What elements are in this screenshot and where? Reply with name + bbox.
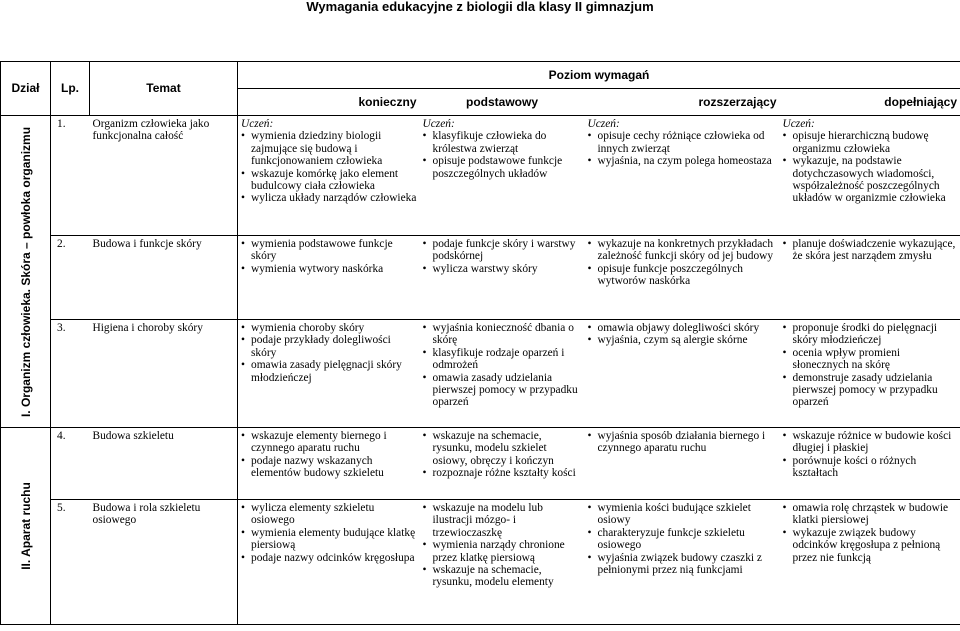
requirements-rozszerzajacy — [585, 500, 780, 625]
section-name: II. Aparat ruchu — [18, 482, 33, 570]
list-item: • wymienia dziedziny biologii zajmujące się budową i funkcjonowaniem człowieka — [241, 130, 417, 167]
uczen-label: Uczeń: — [587, 118, 620, 130]
list-item: • wylicza elementy szkieletu osiowego — [241, 502, 417, 527]
header-poziom: Poziom wymagań — [238, 62, 960, 89]
row-number: 4. — [51, 428, 90, 500]
requirements-podstawowy — [420, 428, 585, 500]
header-level-rozszerzajacy: rozszerzający — [585, 89, 780, 116]
header-dzial: Dział — [1, 62, 51, 116]
list-item: • wyjaśnia, czym są alergie skórne — [588, 334, 777, 346]
requirements-list — [423, 238, 582, 275]
list-item: • wylicza układy narządów człowieka — [241, 192, 417, 204]
header-lp: Lp. — [51, 62, 90, 116]
requirements-list — [588, 238, 777, 288]
section-name-cell — [1, 428, 51, 625]
list-item: • wylicza warstwy skóry — [423, 263, 582, 275]
section-name: I. Organizm człowieka. Skóra – powłoka organizmu — [18, 126, 33, 417]
list-item: • wyjaśnia, na czym polega homeostaza — [588, 155, 777, 167]
requirements-podstawowy — [420, 236, 585, 320]
requirements-rozszerzajacy — [585, 428, 780, 500]
requirements-list — [783, 130, 958, 204]
topic-cell: Budowa i rola szkieletu osiowego — [90, 500, 238, 625]
uczen-label: Uczeń: — [241, 118, 274, 130]
page-title: Wymagania edukacyjne z biologii dla klasy II gimnazjum — [306, 0, 654, 14]
row-number: 2. — [51, 236, 90, 320]
row-number: 1. — [51, 116, 90, 236]
header-level-dopelniajacy: dopełniający — [780, 89, 960, 116]
list-item: • wymienia choroby skóry — [241, 322, 417, 334]
list-item: • wskazuje różnice w budowie kości długiej i płaskiej — [783, 430, 958, 455]
list-item: • wskazuje na schemacie, rysunku, modelu szkielet osiowy, obręczy i kończyn — [423, 430, 582, 467]
section-name-cell — [1, 116, 51, 428]
list-item: • wskazuje elementy biernego i czynnego aparatu ruchu — [241, 430, 417, 455]
list-item: • demonstruje zasady udzielania pierwszej pomocy w przypadku oparzeń — [783, 372, 958, 409]
list-item: • klasyfikuje rodzaje oparzeń i odmrożeń — [423, 347, 582, 372]
requirements-dopelniajacy — [780, 116, 960, 236]
requirements-list — [423, 502, 582, 589]
requirements-konieczny — [238, 116, 420, 236]
list-item: • planuje doświadczenie wykazujące, że skóra jest narządem zmysłu — [783, 238, 958, 263]
list-item: • podaje przykłady dolegliwości skóry — [241, 334, 417, 359]
requirements-dopelniajacy — [780, 236, 960, 320]
row-number: 3. — [51, 320, 90, 428]
list-item: • proponuje środki do pielęgnacji skóry młodzieńczej — [783, 322, 958, 347]
requirements-rozszerzajacy — [585, 236, 780, 320]
list-item: • podaje funkcje skóry i warstwy podskórnej — [423, 238, 582, 263]
requirements-dopelniajacy — [780, 320, 960, 428]
requirements-list — [783, 502, 958, 564]
list-item: • wskazuje komórkę jako element budulcowy ciała człowieka — [241, 168, 417, 193]
list-item: • wymienia kości budujące szkielet osiowy — [588, 502, 777, 527]
header-temat: Temat — [90, 62, 238, 116]
topic-cell: Budowa i funkcje skóry — [90, 236, 238, 320]
list-item: • wykazuje na konkretnych przykładach zależność funkcji skóry od jej budowy — [588, 238, 777, 263]
requirements-list — [241, 430, 417, 480]
list-item: • wyjaśnia sposób działania biernego i czynnego aparatu ruchu — [588, 430, 777, 455]
table-row — [1, 428, 960, 500]
header-level-podstawowy: podstawowy — [420, 89, 585, 116]
header-level-konieczny: konieczny — [238, 89, 420, 116]
topic-cell: Organizm człowieka jako funkcjonalna całość — [90, 116, 238, 236]
requirements-konieczny — [238, 500, 420, 625]
requirements-podstawowy — [420, 500, 585, 625]
requirements-list — [588, 502, 777, 576]
requirements-dopelniajacy — [780, 500, 960, 625]
list-item: • omawia rolę chrząstek w budowie klatki piersiowej — [783, 502, 958, 527]
requirements-list — [241, 322, 417, 384]
table-row — [1, 236, 960, 320]
list-item: • wyjaśnia konieczność dbania o skórę — [423, 322, 582, 347]
requirements-podstawowy — [420, 320, 585, 428]
list-item: • omawia objawy dolegliwości skóry — [588, 322, 777, 334]
list-item: • wymienia narządy chronione przez klatkę piersiową — [423, 539, 582, 564]
requirements-konieczny — [238, 320, 420, 428]
list-item: • wymienia wytwory naskórka — [241, 263, 417, 275]
list-item: • podaje nazwy odcinków kręgosłupa — [241, 552, 417, 564]
table-row — [1, 320, 960, 428]
header-row-1 — [1, 62, 960, 89]
list-item: • klasyfikuje człowieka do królestwa zwierząt — [423, 130, 582, 155]
requirements-list — [241, 238, 417, 275]
requirements-podstawowy — [420, 116, 585, 236]
list-item: • opisuje podstawowe funkcje poszczególnych układów — [423, 155, 582, 180]
list-item: • porównuje kości o różnych kształtach — [783, 455, 958, 480]
requirements-list — [423, 322, 582, 409]
topic-cell: Budowa szkieletu — [90, 428, 238, 500]
list-item: • wymienia podstawowe funkcje skóry — [241, 238, 417, 263]
list-item: • wskazuje na schemacie, rysunku, modelu elementy — [423, 564, 582, 589]
requirements-dopelniajacy — [780, 428, 960, 500]
requirements-list — [588, 130, 777, 167]
requirements-konieczny — [238, 236, 420, 320]
requirements-list — [588, 430, 777, 455]
list-item: • omawia zasady pielęgnacji skóry młodzieńczej — [241, 359, 417, 384]
requirements-rozszerzajacy — [585, 116, 780, 236]
list-item: • wyjaśnia związek budowy czaszki z pełnionymi przez nią funkcjami — [588, 552, 777, 577]
table-row — [1, 500, 960, 625]
requirements-list — [423, 130, 582, 180]
table-row — [1, 116, 960, 236]
requirements-list — [783, 430, 958, 480]
list-item: • opisuje funkcje poszczególnych wytworów naskórka — [588, 263, 777, 288]
requirements-list — [588, 322, 777, 347]
requirements-list — [241, 502, 417, 564]
requirements-list — [783, 322, 958, 409]
list-item: • wymienia elementy budujące klatkę piersiową — [241, 527, 417, 552]
requirements-rozszerzajacy — [585, 320, 780, 428]
list-item: • wskazuje na modelu lub ilustracji mózgo- i trzewioczaszkę — [423, 502, 582, 539]
topic-cell: Higiena i choroby skóry — [90, 320, 238, 428]
list-item: • wykazuje związek budowy odcinków kręgosłupa z pełnioną przez nie funkcją — [783, 527, 958, 564]
list-item: • opisuje hierarchiczną budowę organizmu człowieka — [783, 130, 958, 155]
row-number: 5. — [51, 500, 90, 625]
requirements-konieczny — [238, 428, 420, 500]
requirements-list — [423, 430, 582, 480]
requirements-list — [241, 130, 417, 204]
uczen-label: Uczeń: — [422, 118, 455, 130]
requirements-list — [783, 238, 958, 263]
list-item: • rozpoznaje różne kształty kości — [423, 467, 582, 479]
list-item: • ocenia wpływ promieni słonecznych na skórę — [783, 347, 958, 372]
list-item: • charakteryzuje funkcje szkieletu osiowego — [588, 527, 777, 552]
requirements-table — [0, 61, 960, 625]
list-item: • opisuje cechy różniące człowieka od innych zwierząt — [588, 130, 777, 155]
list-item: • podaje nazwy wskazanych elementów budowy szkieletu — [241, 455, 417, 480]
uczen-label: Uczeń: — [782, 118, 815, 130]
list-item: • omawia zasady udzielania pierwszej pomocy w przypadku oparzeń — [423, 372, 582, 409]
list-item: • wykazuje, na podstawie dotychczasowych wiadomości, współzależność poszczególnych układów w organizmie człowieka — [783, 155, 958, 205]
